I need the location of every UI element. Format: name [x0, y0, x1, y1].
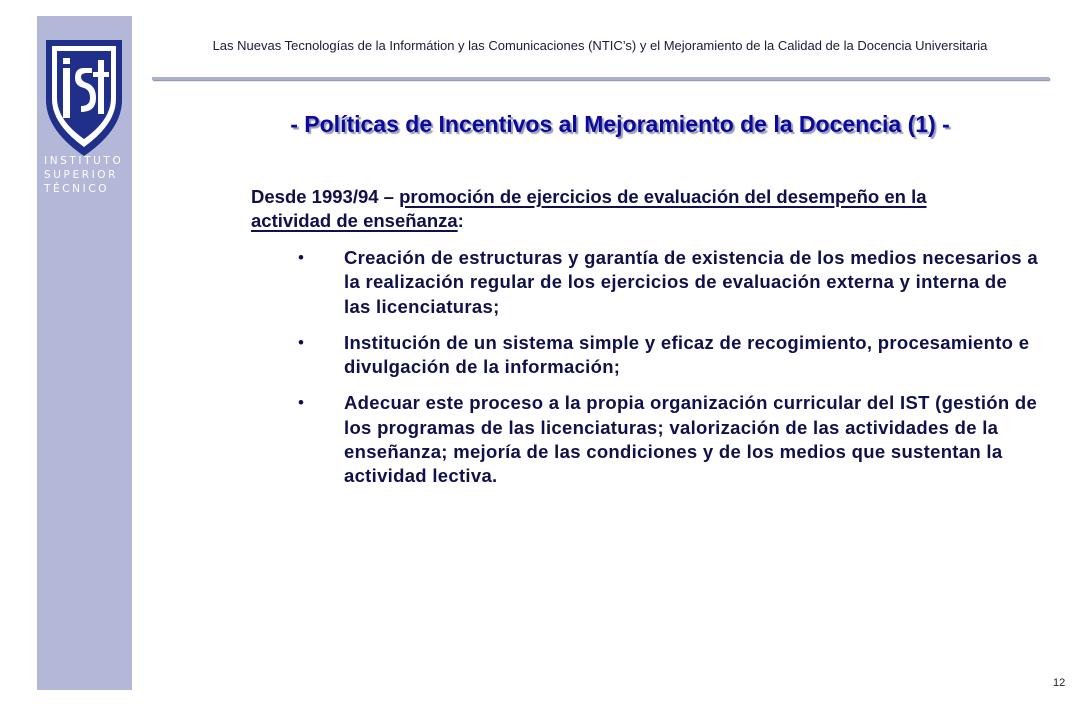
bullet-text: Institución de un sistema simple y eficaz de recogimiento, procesamiento e divulgación de la información;: [344, 331, 1030, 378]
slide-header: Las Nuevas Tecnologías de la Informátion y las Comunicaciones (NTIC’s) y el Mejoramiento de la Calidad de la Docencia Universitaria: [212, 38, 988, 53]
ist-shield-icon: [44, 38, 124, 158]
slide-title: - Políticas de Incentivos al Mejoramiento de la Docencia (1) -: [290, 111, 950, 137]
bullet-marker: •: [298, 248, 305, 267]
bullet-item: [298, 331, 1038, 380]
ist-logo-wordmark: [44, 154, 126, 196]
intro-suffix: :: [457, 210, 464, 231]
bullet-marker: •: [298, 332, 305, 352]
ist-logo: [37, 16, 132, 216]
intro-link[interactable]: promoción de ejercicios de evaluación del desempeño en la actividad de enseñanza: [251, 186, 927, 231]
header-divider: [152, 77, 1049, 80]
bullet-text: Adecuar este proceso a la propia organización curricular del IST (gestión de los programas de las licenciaturas; valorización de las actividades de la enseñanza; mejoría de las condiciones y de los medios que sustentan la actividad lectiva.: [344, 392, 1038, 487]
intro-prefix: Desde 1993/94 –: [251, 186, 400, 207]
logo-line-2: SUPERIOR: [44, 169, 119, 181]
logo-line-3: TÉCNICO: [44, 183, 110, 195]
intro-paragraph: [251, 185, 1011, 233]
bullet-item: [298, 246, 1038, 319]
page-number: 12: [1053, 677, 1066, 689]
bullet-list: [298, 246, 1038, 501]
logo-line-1: INSTITUTO: [44, 155, 124, 167]
bullet-marker: •: [298, 393, 305, 413]
bullet-item: [298, 391, 1038, 488]
bullet-text: Creación de estructuras y garantía de existencia de los medios necesarios a la realización regular de los ejercicios de evaluación externa y interna de las licenciaturas;: [344, 247, 1038, 317]
